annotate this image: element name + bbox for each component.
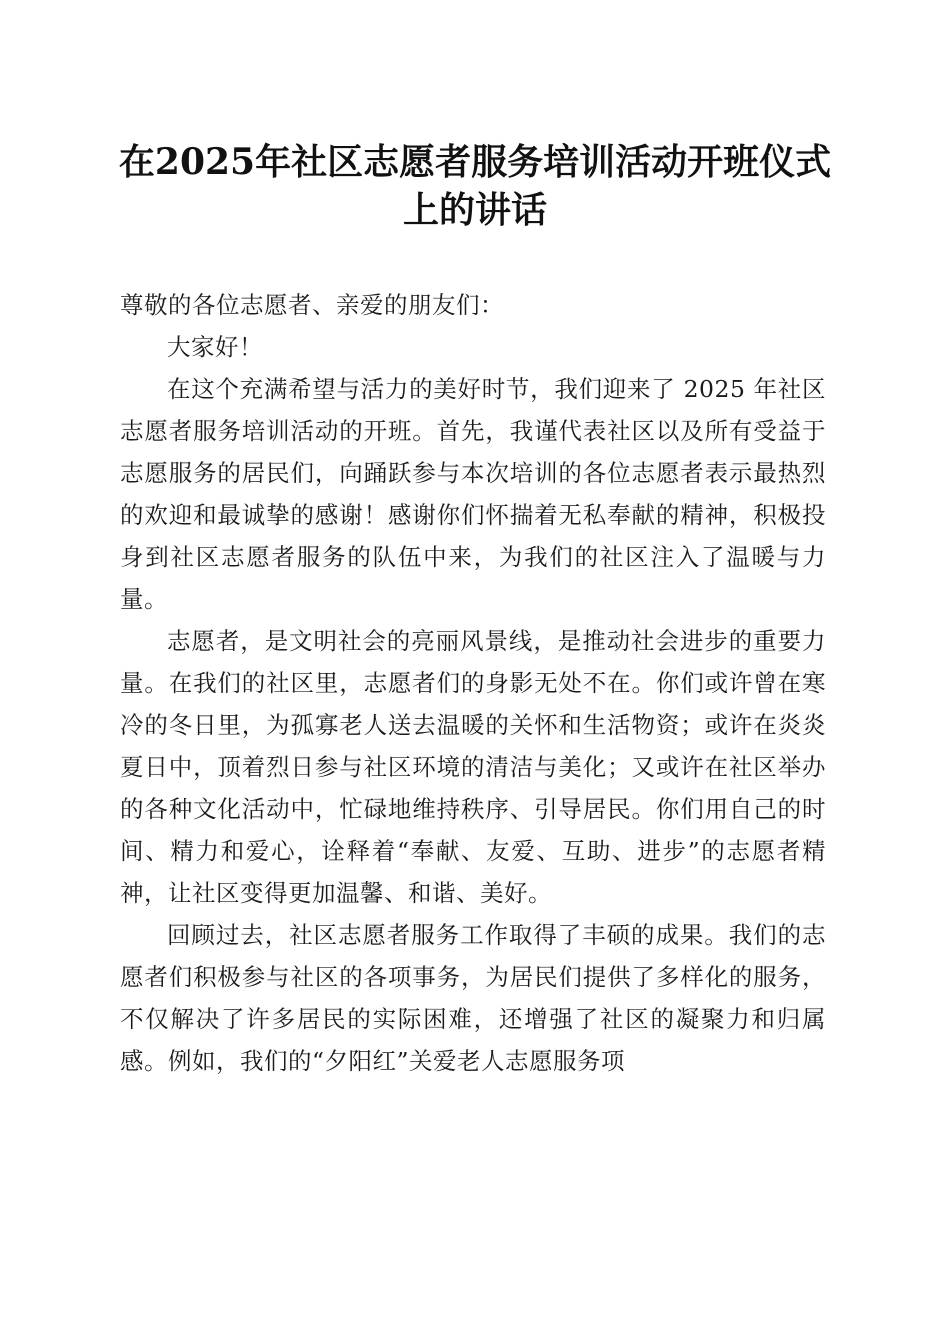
paragraph: 回顾过去，社区志愿者服务工作取得了丰硕的成果。我们的志愿者们积极参与社区的各项事务，为居民们提供了多样化的服务，不仅解决了许多居民的实际困难，还增强了社区的凝聚力和归属感。例如，我们的“夕阳红”关爱老人志愿服务项 xyxy=(120,921,826,1075)
salutation: 尊敬的各位志愿者、亲爱的朋友们： xyxy=(120,291,504,319)
paragraph: 志愿者，是文明社会的亮丽风景线，是推动社会进步的重要力量。在我们的社区里，志愿者们的身影无处不在。你们或许曾在寒冷的冬日里，为孤寡老人送去温暖的关怀和生活物资；或许在炎炎夏日中，顶着烈日参与社区环境的清洁与美化；又或许在社区举办的各种文化活动中，忙碌地维持秩序、引导居民。你们用自己的时间、精力和爱心，诠释着“奉献、友爱、互助、进步”的志愿者精神，让社区变得更加温馨、和谐、美好。 xyxy=(120,627,826,907)
document-title: 在2025年社区志愿者服务培训活动开班仪式上的讲话 xyxy=(118,141,832,231)
greeting: 大家好！ xyxy=(167,333,263,361)
paragraph: 在这个充满希望与活力的美好时节，我们迎来了 2025 年社区志愿者服务培训活动的开班。首先，我谨代表社区以及所有受益于志愿服务的居民们，向踊跃参与本次培训的各位志愿者表示最热烈的欢迎和最诚挚的感谢！感谢你们怀揣着无私奉献的精神，积极投身到社区志愿者服务的队伍中来，为我们的社区注入了温暖与力量。 xyxy=(120,375,826,613)
document-body xyxy=(120,284,826,1082)
